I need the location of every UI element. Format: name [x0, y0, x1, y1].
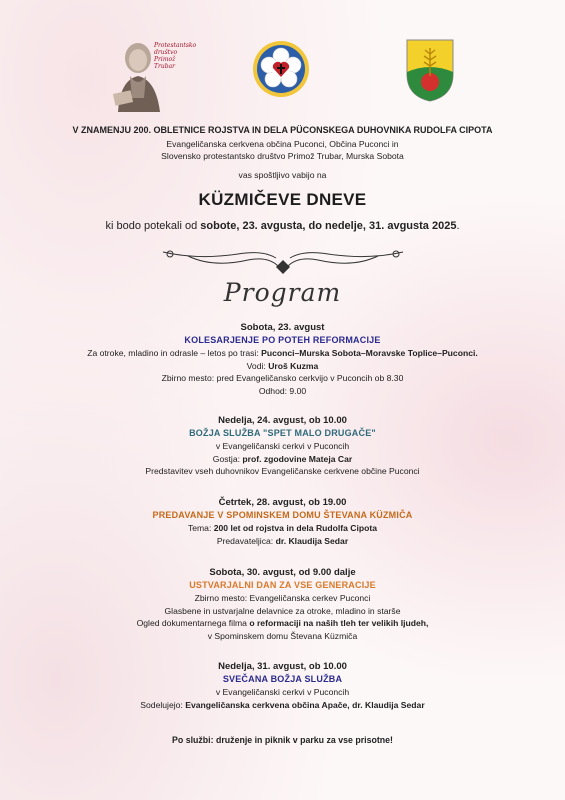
decorative-flourish-icon — [158, 240, 408, 278]
event-date: Sobota, 23. avgust — [240, 322, 325, 333]
event-name: BOŽJA SLUŽBA "SPET MALO DRUGAČE" — [189, 428, 376, 438]
event-line: Glasbene in ustvarjalne delavnice za otroke, mladino in starše — [164, 605, 401, 616]
event-line: Odhod: 9.00 — [258, 385, 307, 396]
event-date: Sobota, 30. avgust, od 9.00 dalje — [209, 567, 356, 578]
puconci-coat-of-arms — [405, 38, 455, 102]
event-line: v Evangeličanski cerkvi v Puconcih — [215, 441, 350, 451]
program-heading: Program — [223, 278, 342, 307]
event-date: Nedelja, 31. avgust, ob 10.00 — [218, 661, 347, 672]
event-dates — [0, 220, 565, 232]
event-date: Nedelja, 24. avgust, ob 10.00 — [218, 415, 347, 426]
event-5 — [0, 660, 565, 711]
event-date: Četrtek, 28. avgust, ob 19.00 — [218, 497, 347, 508]
trubar-society-logo — [108, 36, 196, 112]
puconci-coat-of-arms-icon — [405, 38, 455, 102]
luther-rose-seal-icon — [252, 40, 310, 98]
event-line: v Evangeličanski cerkvi v Puconcih — [215, 687, 350, 697]
event-line: Sodelujejo: Evangeličanska cerkvena občina Apače, dr. Klaudija Sedar — [140, 699, 425, 710]
portrait-caption: Protestantsko društvo Primož Trubar — [154, 42, 197, 70]
event-name: SVEČANA BOŽJA SLUŽBA — [222, 674, 343, 684]
event-line: Za otroke, mladino in odrasle – letos po trasi: Puconci–Murska Sobota–Moravske Toplice–Puconci. — [87, 348, 478, 358]
organizers-line-1: Evangeličanska cerkvena občina Puconci, Občina Puconci in — [166, 139, 399, 149]
dates-range: sobote, 23. avgusta, do nedelje, 31. avgusta 2025 — [200, 220, 457, 232]
event-line: Predavateljica: dr. Klaudija Sedar — [216, 535, 349, 546]
event-4 — [0, 566, 565, 642]
luther-rose-seal — [252, 40, 310, 98]
event-line: Ogled dokumentarnega filma o reformaciji na naših tleh ter velikih ljudeh, — [136, 618, 429, 628]
event-name: PREDAVANJE V SPOMINSKEM DOMU ŠTEVANA KÜZMIČA — [152, 510, 413, 520]
event-line: Tema: 200 let od rojstva in dela Rudolfa Cipota — [187, 523, 378, 533]
event-line: Zbirno mesto: pred Evangeličansko cerkvijo v Puconcih ob 8.30 — [161, 373, 404, 383]
event-line: v Spominskem domu Števana Küzmiča — [207, 630, 358, 641]
event-name: USTVARJALNI DAN ZA VSE GENERACIJE — [189, 580, 376, 590]
event-2 — [0, 414, 565, 478]
invitation-text: vas spoštljivo vabijo na — [238, 170, 327, 180]
intro-heading: V ZNAMENJU 200. OBLETNICE ROJSTVA IN DELA PÜCONSKEGA DUHOVNIKA RUDOLFA CIPOTA — [72, 125, 493, 135]
event-3 — [0, 496, 565, 547]
event-name: KOLESARJENJE PO POTEH REFORMACIJE — [184, 335, 381, 345]
event-line: Predstavitev vseh duhovnikov Evangeličanske cerkvene občine Puconci — [145, 466, 420, 476]
event-line: Gostja: prof. zgodovine Mateja Car — [212, 453, 353, 464]
event-1 — [0, 321, 565, 397]
logos-row — [0, 32, 565, 112]
dates-suffix: . — [456, 220, 460, 232]
event-title: KÜZMIČEVE DNEVE — [198, 190, 367, 209]
organizers-line-2: Slovensko protestantsko društvo Primož Trubar, Murska Sobota — [161, 151, 404, 161]
closing-note: Po službi: druženje in piknik v parku za vse prisotne! — [172, 735, 393, 745]
dates-prefix: ki bodo potekali od — [105, 220, 201, 232]
event-line: Zbirno mesto: Evangeličanska cerkev Puconci — [194, 593, 371, 603]
event-line: Vodi: Uroš Kuzma — [246, 360, 319, 371]
